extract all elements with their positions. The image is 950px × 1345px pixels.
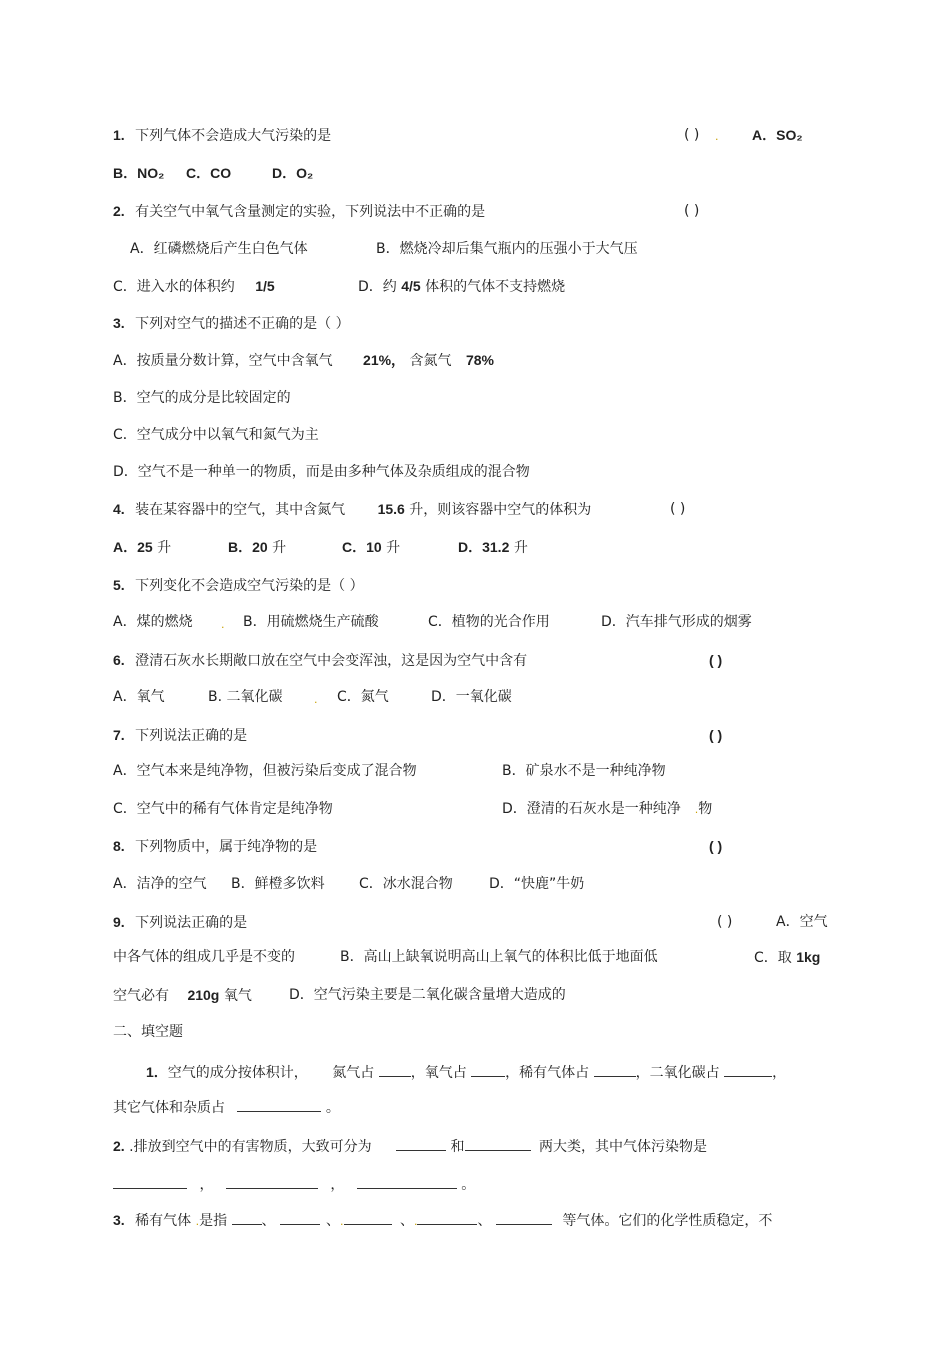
q3-a-v2: 78% [465,352,494,368]
q2-c-value: 1/5 [255,278,275,294]
f2-blank-3[interactable] [113,1175,187,1189]
q6-paren: ( ) [709,652,723,668]
f3-t3: 等气体。它们的化学性质稳定，不 [562,1213,773,1229]
q7-line [113,726,247,745]
f3-blank-1[interactable] [232,1211,262,1225]
q4-text2: 升，则该容器中空气的体积为 [409,502,592,518]
q5-option-b: B．用硫燃烧生产硫酸 [243,614,379,630]
f1-blank-noble[interactable] [594,1063,636,1077]
section-title-fill-in: 二、填空题 [113,1024,183,1040]
f2-number: 2. [113,1138,125,1154]
stray-dot-1: . [715,130,719,143]
f1-blank-co2[interactable] [724,1063,772,1077]
q8-text: 下列物质中，属于纯净物的是 [135,839,318,855]
q3-option-b: B．空气的成分是比较固定的 [113,390,291,406]
f3-blank-4[interactable] [417,1211,477,1225]
q9-option-c [754,948,820,967]
q8-number: 8. [113,838,125,854]
stray-dot-5: . [195,1215,200,1228]
f3-sep3: 、 [399,1213,414,1229]
q4-b-unit: 升 [272,540,287,556]
q4-number: 4. [113,501,125,517]
q4-paren: ( ) [670,501,686,517]
q4-value: 15.6 [377,501,405,517]
q7-option-d [502,800,712,819]
q6-option-c: C．氮气 [337,689,389,705]
q8-option-a: A．洁净的空气 [113,876,207,892]
f2-end: 。 [461,1177,476,1193]
f2-line [113,1137,707,1156]
f1-t6: ， [772,1065,787,1081]
q4-a: A．25 [113,539,153,555]
q2-text: 有关空气中氧气含量测定的实验，下列说法中不正确的是 [135,204,486,220]
f1-t2: 氮气占 [332,1065,375,1081]
q2-option-b: B．燃烧冷却后集气瓶内的压强小于大气压 [376,241,638,257]
q9-line2a: 中各气体的组成几乎是不变的 [113,949,295,965]
q7-d-part2: 物 [698,801,713,817]
q4-option-b [228,538,286,557]
q3-a-label: A．按质量分数计算，空气中含氧气 [113,353,333,369]
f2-sep1: ， [199,1177,214,1193]
q1-option-d: D．O₂ [272,165,314,181]
f1-blank-oxygen[interactable] [471,1063,505,1077]
f3-t2: 是指 [199,1213,228,1229]
f1-t1: 空气的成分按体积计， [167,1065,308,1081]
q8-option-c: C．冰水混合物 [359,876,453,892]
q1-text: 下列气体不会造成大气污染的是 [135,128,332,144]
f2-blank-5[interactable] [357,1175,457,1189]
q9-text: 下列说法正确的是 [135,915,248,931]
q4-c: C．10 [342,539,382,555]
f2-sep2: ， [330,1177,345,1193]
q8-line [113,837,317,856]
q3-option-a [113,351,494,370]
f3-blank-5[interactable] [496,1211,552,1225]
q2-d-rest: 体积的气体不支持燃烧 [425,279,566,295]
q4-c-unit: 升 [386,540,401,556]
q3-option-d: D．空气不是一种单一的物质，而是由多种气体及杂质组成的混合物 [113,464,530,480]
q4-line [113,500,591,519]
q3-text: 下列对空气的描述不正确的是（ ） [135,316,350,332]
f1-t3: ，氧气占 [410,1065,467,1081]
q9-option-a-label: A．空气 [776,914,828,930]
q2-option-c [113,277,275,296]
q7-text: 下列说法正确的是 [135,728,248,744]
q2-c-label: C．进入水的体积约 [113,279,235,295]
q5-text: 下列变化不会造成空气污染的是（ ） [135,578,364,594]
f2-t2: 和 [450,1139,465,1155]
f2-t1: .排放到空气中的有害物质，大致可分为 [129,1139,372,1155]
q4-option-d [458,538,528,557]
f1-t5: ，二氧化碳占 [635,1065,720,1081]
q1-option-a: A．SO₂ [752,127,803,143]
q4-d-unit: 升 [513,540,528,556]
q9-line3 [113,986,252,1005]
stray-dot-4: . [694,803,699,816]
q6-text: 澄清石灰水长期敞口放在空气中会变浑浊，这是因为空气中含有 [135,653,528,669]
q9-number: 9. [113,914,125,930]
stray-dot-7: . [413,1215,418,1228]
f3-line [113,1211,772,1231]
q4-a-unit: 升 [157,540,172,556]
f1-blank-other[interactable] [237,1098,321,1112]
q9-option-d: D．空气污染主要是二氧化碳含量增大造成的 [289,987,566,1003]
q4-d: D．31.2 [458,539,510,555]
q1-paren-text: ( ) [684,127,700,143]
q3-line [113,314,350,333]
q9-line [113,913,247,932]
q8-option-d: D．“快鹿”牛奶 [489,876,585,892]
f3-blank-2[interactable] [280,1211,320,1225]
f2-t3: 两大类，其中气体污染物是 [538,1139,707,1155]
q2-paren: ( ) [684,203,700,219]
q9-c-value: 1kg [796,949,821,965]
q5-option-c: C．植物的光合作用 [428,614,550,630]
q5-option-a: A．煤的燃烧 [113,614,193,630]
q1-paren [684,126,699,144]
q1-option-c: C．CO [186,165,232,181]
q4-option-a [113,538,171,557]
q1-number: 1. [113,127,125,143]
f1-line2 [113,1098,340,1117]
q6-option-b: B. 二氧化碳 [208,689,283,705]
q5-number: 5. [113,577,125,593]
q2-option-a: A．红磷燃烧后产生白色气体 [130,241,308,257]
q8-option-b: B．鲜橙多饮料 [231,876,325,892]
f3-sep4: 、 [477,1213,492,1229]
q6-number: 6. [113,652,125,668]
q4-text1: 装在某容器中的空气，其中含氮气 [135,502,346,518]
q6-option-a: A．氧气 [113,689,165,705]
stray-dot-6: . [340,1215,344,1228]
stray-dot-3: . [314,693,318,706]
stray-dot-2: . [221,618,225,631]
q9-paren: ( ) [717,914,733,930]
q2-number: 2. [113,203,125,219]
q7-number: 7. [113,727,125,743]
q7-paren: ( ) [709,727,723,743]
f1-t8: 。 [325,1100,340,1116]
q6-option-d: D．一氧化碳 [431,689,512,705]
q9-line3a: 空气必有 [113,988,169,1004]
f3-t1: 稀有气体 [135,1213,192,1229]
f1-blank-nitrogen[interactable] [379,1063,411,1077]
f2-line2 [113,1175,475,1194]
f3-number: 3. [113,1212,125,1228]
f1-t4: ，稀有气体占 [505,1065,590,1081]
q3-a-v1: 21%， [363,352,406,368]
q2-d-label: D．约 [358,279,397,295]
q8-paren: ( ) [709,838,723,854]
q3-a-mid: 含氮气 [409,353,452,369]
f1-number: 1． [146,1064,168,1080]
q3-number: 3. [113,315,125,331]
f2-blank-4[interactable] [226,1175,318,1189]
q4-option-c [342,538,400,557]
q9-line3-value: 210g [187,987,220,1003]
f2-blank-2[interactable] [465,1137,531,1151]
q7-d-part1: D．澄清的石灰水是一种纯净 [502,801,681,817]
q2-d-value: 4/5 [401,278,421,294]
q7-option-b: B．矿泉水不是一种纯净物 [502,763,666,779]
q9-c-label: C．取 [754,950,792,966]
f2-blank-1[interactable] [396,1137,446,1151]
q2-option-d [358,277,565,296]
q5-option-d: D．汽车排气形成的烟雾 [601,614,752,630]
f3-blank-3[interactable] [344,1211,392,1225]
f3-sep2: 、 [326,1213,340,1229]
q9-option-b: B．高山上缺氧说明高山上氧气的体积比低于地面低 [340,949,658,965]
q4-b: B．20 [228,539,268,555]
f1-t7: 其它气体和杂质占 [113,1100,225,1116]
q1-option-b: B．NO₂ [113,165,165,181]
q9-line3b: 氧气 [223,988,252,1004]
q2-line [113,202,485,221]
q5-line [113,576,364,595]
f3-sep1: 、 [261,1213,276,1229]
q7-option-c: C．空气中的稀有气体肯定是纯净物 [113,801,333,817]
f1-line [146,1063,786,1082]
q7-option-a: A．空气本来是纯净物，但被污染后变成了混合物 [113,763,417,779]
q1-line [113,126,331,145]
q6-line [113,651,527,670]
q3-option-c: C．空气成分中以氧气和氮气为主 [113,427,319,443]
